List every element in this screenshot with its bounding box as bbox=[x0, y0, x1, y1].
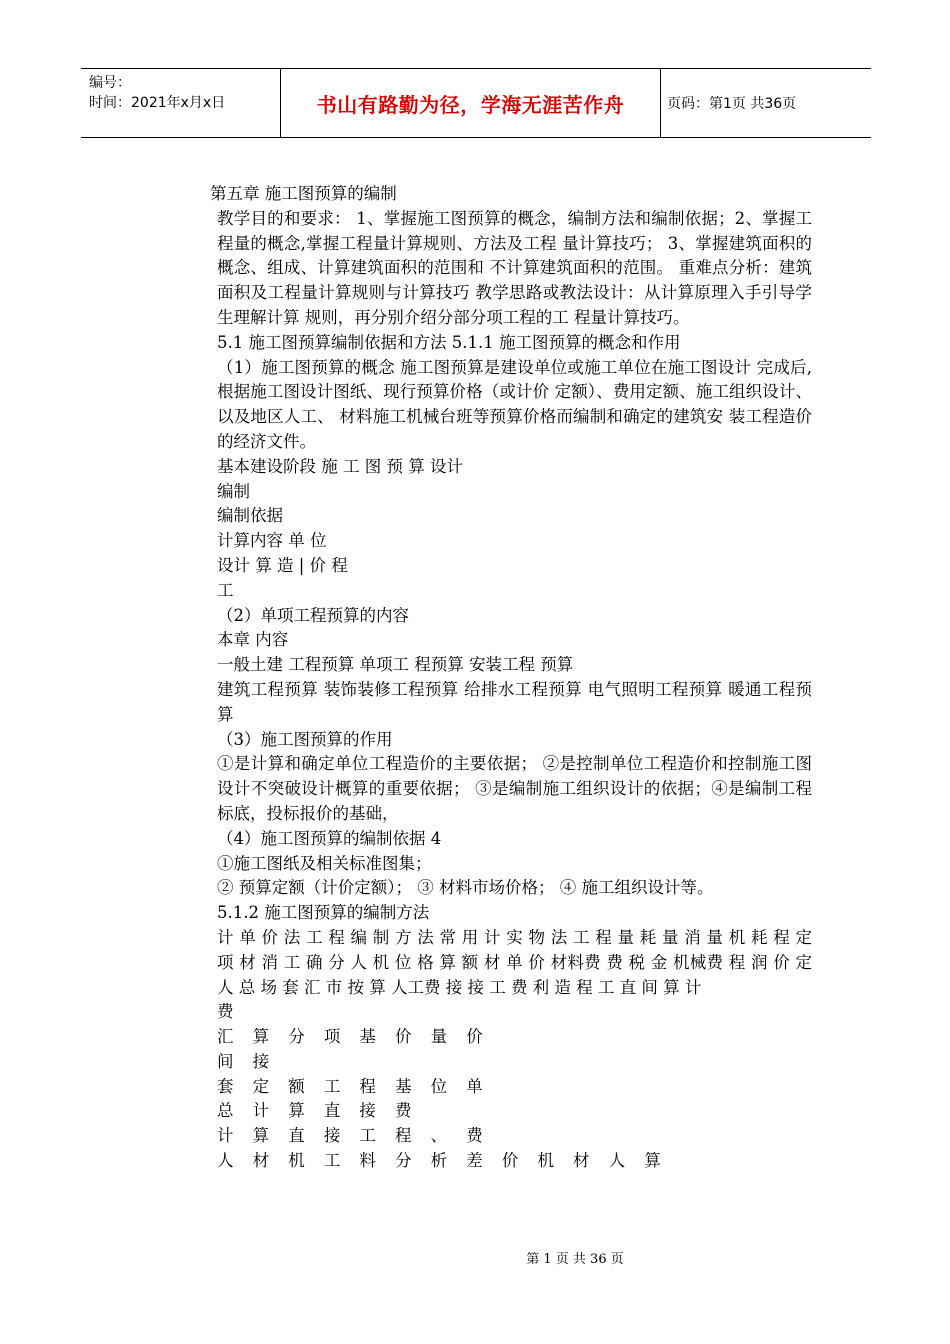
diagram-text: 计算内容 单 位 bbox=[217, 531, 327, 551]
paragraph: 建筑工程预算 装饰装修工程预算 给排水工程预算 电气照明工程预算 暖通工程预算 bbox=[217, 679, 812, 724]
diagram-text: 设计 算 造 | 价 程 bbox=[217, 555, 348, 575]
diagram-text: 编制依据 bbox=[217, 506, 283, 526]
time-label: 时间：2021年x月x日 bbox=[89, 95, 226, 111]
motto-text: 书山有路勤为径，学海无涯苦作舟 bbox=[316, 92, 625, 117]
diagram-text: 本章 内容 bbox=[217, 630, 289, 650]
diagram-text: 汇 算 分 项 基 价 量 价 bbox=[217, 1027, 490, 1047]
diagram-text: 总 计 算 直 接 费 bbox=[217, 1101, 419, 1121]
paragraph: （1）施工图预算的概念 施工图预算是建设单位或施工单位在施工图设计 完成后,根据施工图设计图纸、现行预算价格（或计价 定额）、费用定额、施工组织设计、以及地区人工、 材料施工机械台班等预算价格而编制和确定的建筑安 装工程造价的经济文件。 bbox=[217, 357, 812, 451]
diagram-text: 基本建设阶段 施 工 图 预 算 设计 bbox=[217, 456, 463, 476]
document-header bbox=[81, 68, 871, 138]
diagram-text: 计 算 直 接 工 程 、 费 bbox=[217, 1126, 490, 1146]
subheading: （2）单项工程预算的内容 bbox=[217, 605, 409, 625]
diagram-text: 一般土建 工程预算 单项工 程预算 安装工程 预算 bbox=[217, 655, 574, 675]
subheading: （4）施工图预算的编制依据 4 bbox=[217, 828, 442, 848]
list-item: ①施工图纸及相关标准图集； bbox=[217, 853, 432, 873]
header-meta bbox=[81, 69, 281, 137]
section-heading: 5.1.2 施工图预算的编制方法 bbox=[217, 903, 430, 923]
document-body bbox=[140, 182, 812, 1174]
diagram-text: 工 bbox=[217, 580, 234, 600]
page-footer: 第 1 页 共 36 页 bbox=[526, 1252, 624, 1267]
diagram-text-block: 计 单 价 法 工 程 编 制 方 法 常 用 计 实 物 法 工 程 量 耗 量 消 量 机 耗 程 定 项 材 消 工 确 分 人 机 位 格 算 额 材 单 价 材料费 费 税 金 机械费 程 润 价 定 人 总 场 套 汇 市 按 算 人工费 接 接 工 费 利 造 程 工 直 间 算 计 bbox=[217, 927, 812, 997]
diagram-text: 间 接 bbox=[217, 1051, 277, 1071]
paragraph: 教学目的和要求： 1、掌握施工图预算的概念，编制方法和编制依据；2、掌握工程量的概念,掌握工程量计算规则、方法及工程 量计算技巧； 3、掌握建筑面积的概念、组成、计算建筑面积的范围和 不计算建筑面积的范围。 重难点分析：建筑面积及工程量计算规则与计算技巧 教学思路或教法设计：从计算原理入手引导学生理解计算 规则，再分别介绍分部分项工程的工 程量计算技巧。 bbox=[217, 208, 812, 327]
diagram-text: 人 材 机 工 料 分 析 差 价 机 材 人 算 bbox=[217, 1151, 668, 1171]
chapter-title: 第五章 施工图预算的编制 bbox=[210, 184, 397, 203]
diagram-text: 编制 bbox=[217, 481, 250, 501]
diagram-text: 费 bbox=[217, 1002, 241, 1022]
subheading: （3）施工图预算的作用 bbox=[217, 729, 393, 749]
number-label: 编号： bbox=[89, 75, 131, 91]
header-motto-cell bbox=[281, 69, 661, 137]
page-info: 页码：第1页 共36页 bbox=[667, 96, 797, 112]
section-heading: 5.1 施工图预算编制依据和方法 5.1.1 施工图预算的概念和作用 bbox=[217, 332, 681, 352]
paragraph: ①是计算和确定单位工程造价的主要依据； ②是控制单位工程造价和控制施工图设计不突破设计概算的重要依据； ③是编制施工组织设计的依据；④是编制工程标底，投标报价的基础， bbox=[217, 754, 812, 823]
diagram-text: 套 定 额 工 程 基 位 单 bbox=[217, 1076, 490, 1096]
list-item: ② 预算定额（计价定额）； ③ 材料市场价格； ④ 施工组织设计等。 bbox=[217, 878, 714, 898]
